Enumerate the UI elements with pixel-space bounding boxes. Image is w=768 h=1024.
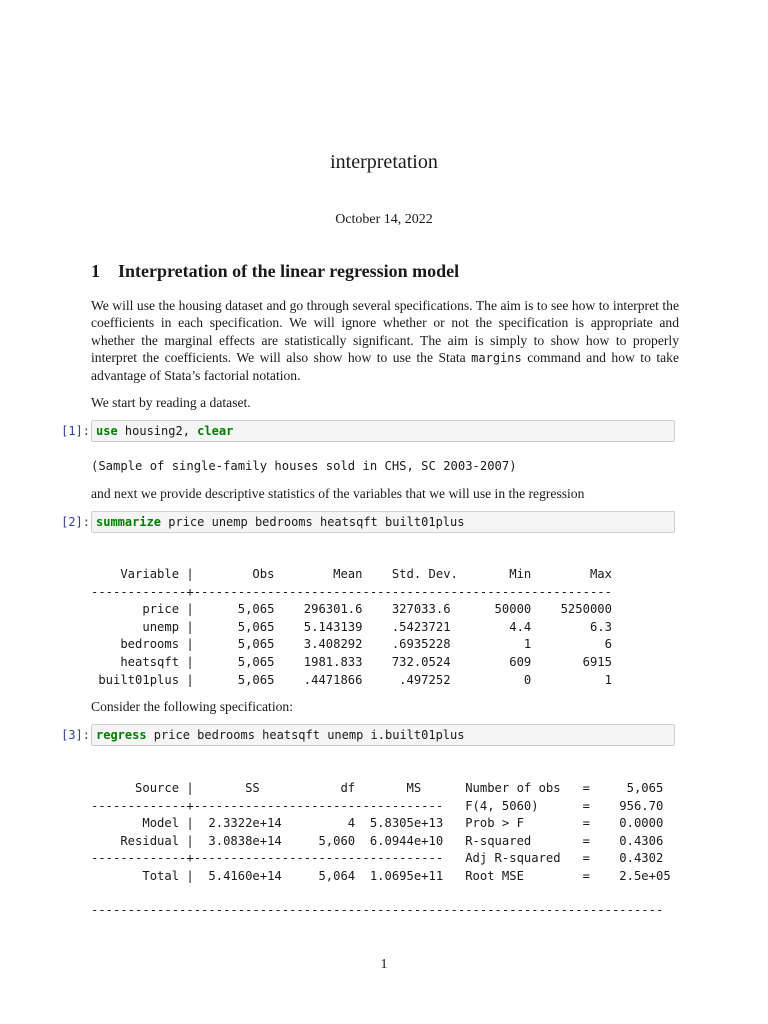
- table-row: Residual | 3.0838e+14 5,060 6.0944e+10 R-squared = 0.4306: [91, 834, 664, 848]
- table-row: -------------+---------------------------------- F(4, 5060) = 956.70: [91, 799, 664, 813]
- intro-text-1: We will use the housing dataset and go through several specifications. The aim is to see how to interpret the coefficients in each specification. We will ignore whether or not the specification is appropriate and whether the marginal effects are statistically significant. The aim is simply to show how to properly interpret the coefficients. We will also show how to use the Stata: [91, 298, 679, 365]
- table-row: unemp | 5,065 5.143139 .5423721 4.4 6.3: [91, 620, 612, 634]
- cell-1-prompt: [1]:: [61, 424, 90, 438]
- anova-bottom-rule: ------------------------------------------------------------------------------: [91, 903, 664, 917]
- code-cell-3[interactable]: [91, 724, 675, 746]
- table-row: heatsqft | 5,065 1981.833 732.0524 609 6915: [91, 655, 612, 669]
- table-row: bedrooms | 5,065 3.408292 .6935228 1 6: [91, 637, 612, 651]
- keyword-summarize: summarize: [96, 515, 162, 529]
- cell-3-args: price bedrooms heatsqft unemp i.built01plus: [146, 728, 465, 742]
- table-row: Source | SS df MS Number of obs = 5,065: [91, 781, 664, 795]
- table-row: Model | 2.3322e+14 4 5.8305e+13 Prob > F = 0.0000: [91, 816, 664, 830]
- table-row: Total | 5.4160e+14 5,064 1.0695e+11 Root MSE = 2.5e+05: [91, 869, 671, 883]
- cell-2-args: price unemp bedrooms heatsqft built01plus: [161, 515, 465, 529]
- consider-paragraph: Consider the following specification:: [91, 699, 293, 714]
- document-title: interpretation: [330, 151, 438, 173]
- keyword-clear: clear: [197, 424, 234, 438]
- intro-text-2: command and how to take advantage of Stata’s factorial notation.: [91, 349, 679, 384]
- cell-1-args: housing2,: [117, 424, 198, 438]
- keyword-use: use: [96, 424, 118, 438]
- page-number: 1: [380, 957, 388, 972]
- next-paragraph: and next we provide descriptive statistics of the variables that we will use in the regression: [91, 486, 585, 501]
- cell-3-prompt: [3]:: [61, 728, 90, 742]
- table-row: built01plus | 5,065 .4471866 .497252 0 1: [91, 673, 612, 687]
- cell-1-output: (Sample of single-family houses sold in CHS, SC 2003-2007): [91, 459, 517, 473]
- section-number: 1: [91, 261, 100, 281]
- intro-paragraph: [91, 297, 679, 384]
- keyword-regress: regress: [96, 728, 147, 742]
- summary-header: Variable | Obs Mean Std. Dev. Min Max: [91, 567, 612, 581]
- start-paragraph: We start by reading a dataset.: [91, 395, 251, 410]
- table-row: -------------+---------------------------------- Adj R-squared = 0.4302: [91, 851, 664, 865]
- table-row: price | 5,065 296301.6 327033.6 50000 5250000: [91, 602, 612, 616]
- cell-2-prompt: [2]:: [61, 515, 90, 529]
- code-cell-2[interactable]: [91, 511, 675, 533]
- code-cell-1[interactable]: [91, 420, 675, 442]
- document-date: October 14, 2022: [335, 212, 433, 227]
- summary-rule: -------------+---------------------------------------------------------: [91, 585, 612, 599]
- margins-code: margins: [471, 350, 522, 365]
- section-title: Interpretation of the linear regression model: [118, 261, 460, 281]
- section-heading: [91, 261, 459, 282]
